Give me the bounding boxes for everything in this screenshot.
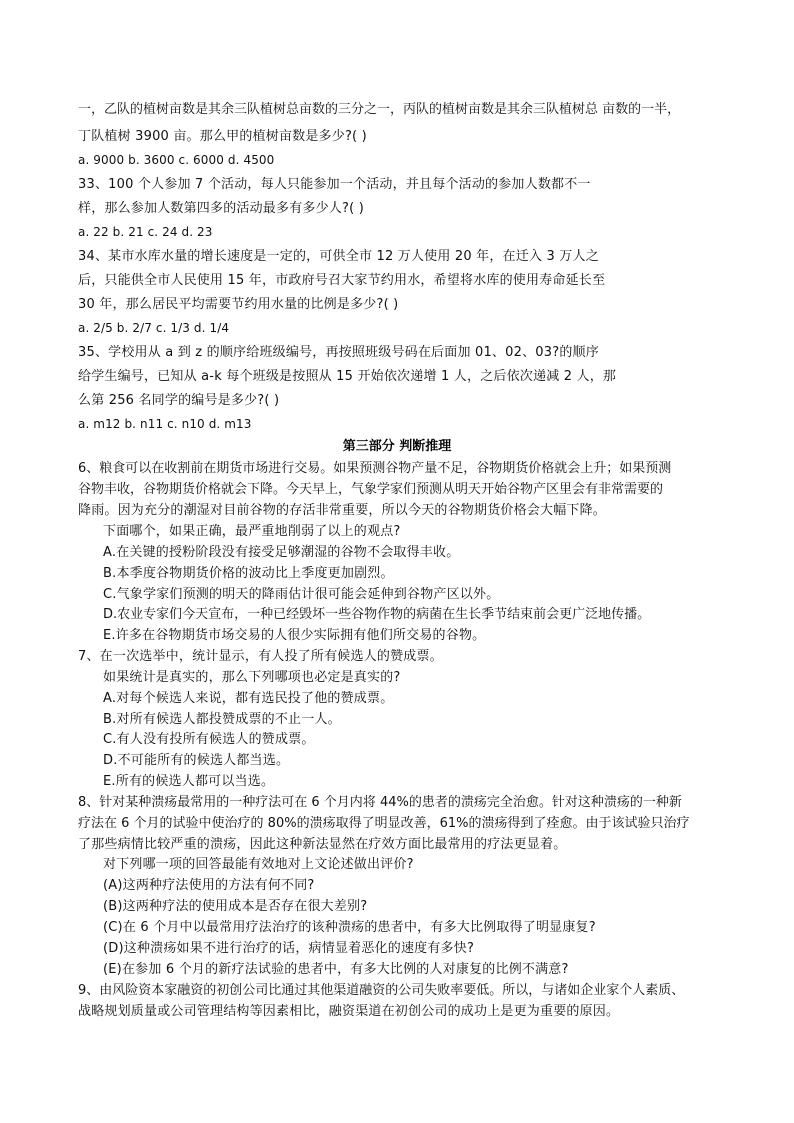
q8-option-d: (D)这种溃疡如果不进行治疗的话，病情显着恶化的速度有多快?	[103, 941, 475, 956]
q33-line-2: 样，那么参加人数第四多的活动最多有多少人?( )	[78, 201, 364, 216]
q6-option-b: B.本季度谷物期货价格的波动比上季度更加剧烈。	[103, 566, 394, 581]
section-title: 第三部分 判断推理	[342, 439, 452, 454]
q35-options: a. m12 b. n11 c. n10 d. m13	[78, 417, 252, 431]
q33-options: a. 22 b. 21 c. 24 d. 23	[78, 225, 213, 239]
q6-option-e: E.许多在谷物期货市场交易的人很少实际拥有他们所交易的谷物。	[103, 628, 486, 643]
q8-line-1: 8、针对某种溃疡最常用的一种疗法可在 6 个月内将 44%的患者的溃疡完全治愈。针对这种溃疡的一种新	[78, 795, 682, 810]
q35-line-2: 给学生编号，已知从 a-k 每个班级是按照从 15 开始依次递增 1 人，之后依次递减 2 人，那	[78, 369, 617, 384]
q8-option-a: (A)这两种疗法使用的方法有何不同?	[103, 878, 315, 893]
q8-question: 对下列哪一项的回答最能有效地对上文论述做出评价?	[103, 857, 414, 872]
q8-line-3: 了那些病情比较严重的溃疡，因此这种新法显然在疗效方面比最常用的疗法更显着。	[78, 837, 567, 852]
q34-line-3: 30 年，那么居民平均需要节约用水量的比例是多少?( )	[78, 297, 399, 312]
q7-question: 如果统计是真实的，那么下列哪项也必定是真实的?	[103, 670, 401, 685]
q34-options: a. 2/5 b. 2/7 c. 1/3 d. 1/4	[78, 321, 230, 335]
q32-line-1: 一，乙队的植树亩数是其余三队植树总亩数的三分之一，丙队的植树亩数是其余三队植树总 亩数的一半，	[78, 102, 681, 117]
q7-option-e: E.所有的候选人都可以当选。	[103, 774, 275, 789]
q6-question: 下面哪个，如果正确，最严重地削弱了以上的观点?	[103, 524, 401, 539]
q8-option-b: (B)这两种疗法的使用成本是否存在很大差别?	[103, 899, 368, 914]
q7-line-1: 7、在一次选举中，统计显示，有人投了所有候选人的赞成票。	[78, 649, 443, 664]
q6-line-1: 6、粮食可以在收割前在期货市场进行交易。如果预测谷物产量不足，谷物期货价格就会上升；如果预测	[78, 461, 672, 476]
q6-option-d: D.农业专家们今天宣布，一种已经毁坏一些谷物作物的病菌在生长季节结束前会更广泛地传播。	[103, 607, 651, 622]
q34-line-1: 34、某市水库水量的增长速度是一定的，可供全市 12 万人使用 20 年，在迁入 3 万人之	[78, 249, 599, 264]
q7-option-c: C.有人没有投所有候选人的赞成票。	[103, 732, 315, 747]
q7-option-a: A.对每个候选人来说，都有选民投了他的赞成票。	[103, 691, 394, 706]
q8-line-2: 疗法在 6 个月的试验中使治疗的 80%的溃疡取得了明显改善，61%的溃疡得到了痊愈。由于该试验只治疗	[78, 816, 690, 831]
q6-line-3: 降雨。因为充分的潮湿对目前谷物的存活非常重要，所以今天的谷物期货价格会大幅下降。	[78, 503, 607, 518]
q32-line-2: 丁队植树 3900 亩。那么甲的植树亩数是多少?( )	[78, 129, 367, 144]
q7-option-b: B.对所有候选人都投赞成票的不止一人。	[103, 712, 341, 727]
q7-option-d: D.不可能所有的候选人都当选。	[103, 753, 290, 768]
q34-line-2: 后，只能供全市人民使用 15 年，市政府号召大家节约用水，希望将水库的使用寿命延长至	[78, 273, 606, 288]
q9-line-2: 战略规划质量或公司管理结构等因素相比，融资渠道在初创公司的成功上是更为重要的原因。	[78, 1004, 620, 1019]
q32-options: a. 9000 b. 3600 c. 6000 d. 4500	[78, 153, 275, 167]
q6-line-2: 谷物丰收，谷物期货价格就会下降。今天早上，气象学家们预测从明天开始谷物产区里会有非常需要的	[78, 482, 664, 497]
q8-option-c: (C)在 6 个月中以最常用疗法治疗的该种溃疡的患者中，有多大比例取得了明显康复?	[103, 920, 596, 935]
q9-line-1: 9、由风险资本家融资的初创公司比通过其他渠道融资的公司失败率要低。所以，与诸如企业家个人素质、	[78, 983, 685, 998]
q35-line-1: 35、学校用从 a 到 z 的顺序给班级编号，再按照班级号码在后面加 01、02、03?的顺序	[78, 345, 599, 360]
q6-option-c: C.气象学家们预测的明天的降雨估计很可能会延伸到谷物产区以外。	[103, 587, 500, 602]
q33-line-1: 33、100 个人参加 7 个活动，每人只能参加一个活动，并且每个活动的参加人数都不一	[78, 177, 591, 192]
q6-option-a: A.在关键的授粉阶段没有接受足够潮湿的谷物不会取得丰收。	[103, 545, 460, 560]
q35-line-3: 么第 256 名同学的编号是多少?( )	[78, 393, 280, 408]
q8-option-e: (E)在参加 6 个月的新疗法试验的患者中，有多大比例的人对康复的比例不满意?	[103, 962, 569, 977]
